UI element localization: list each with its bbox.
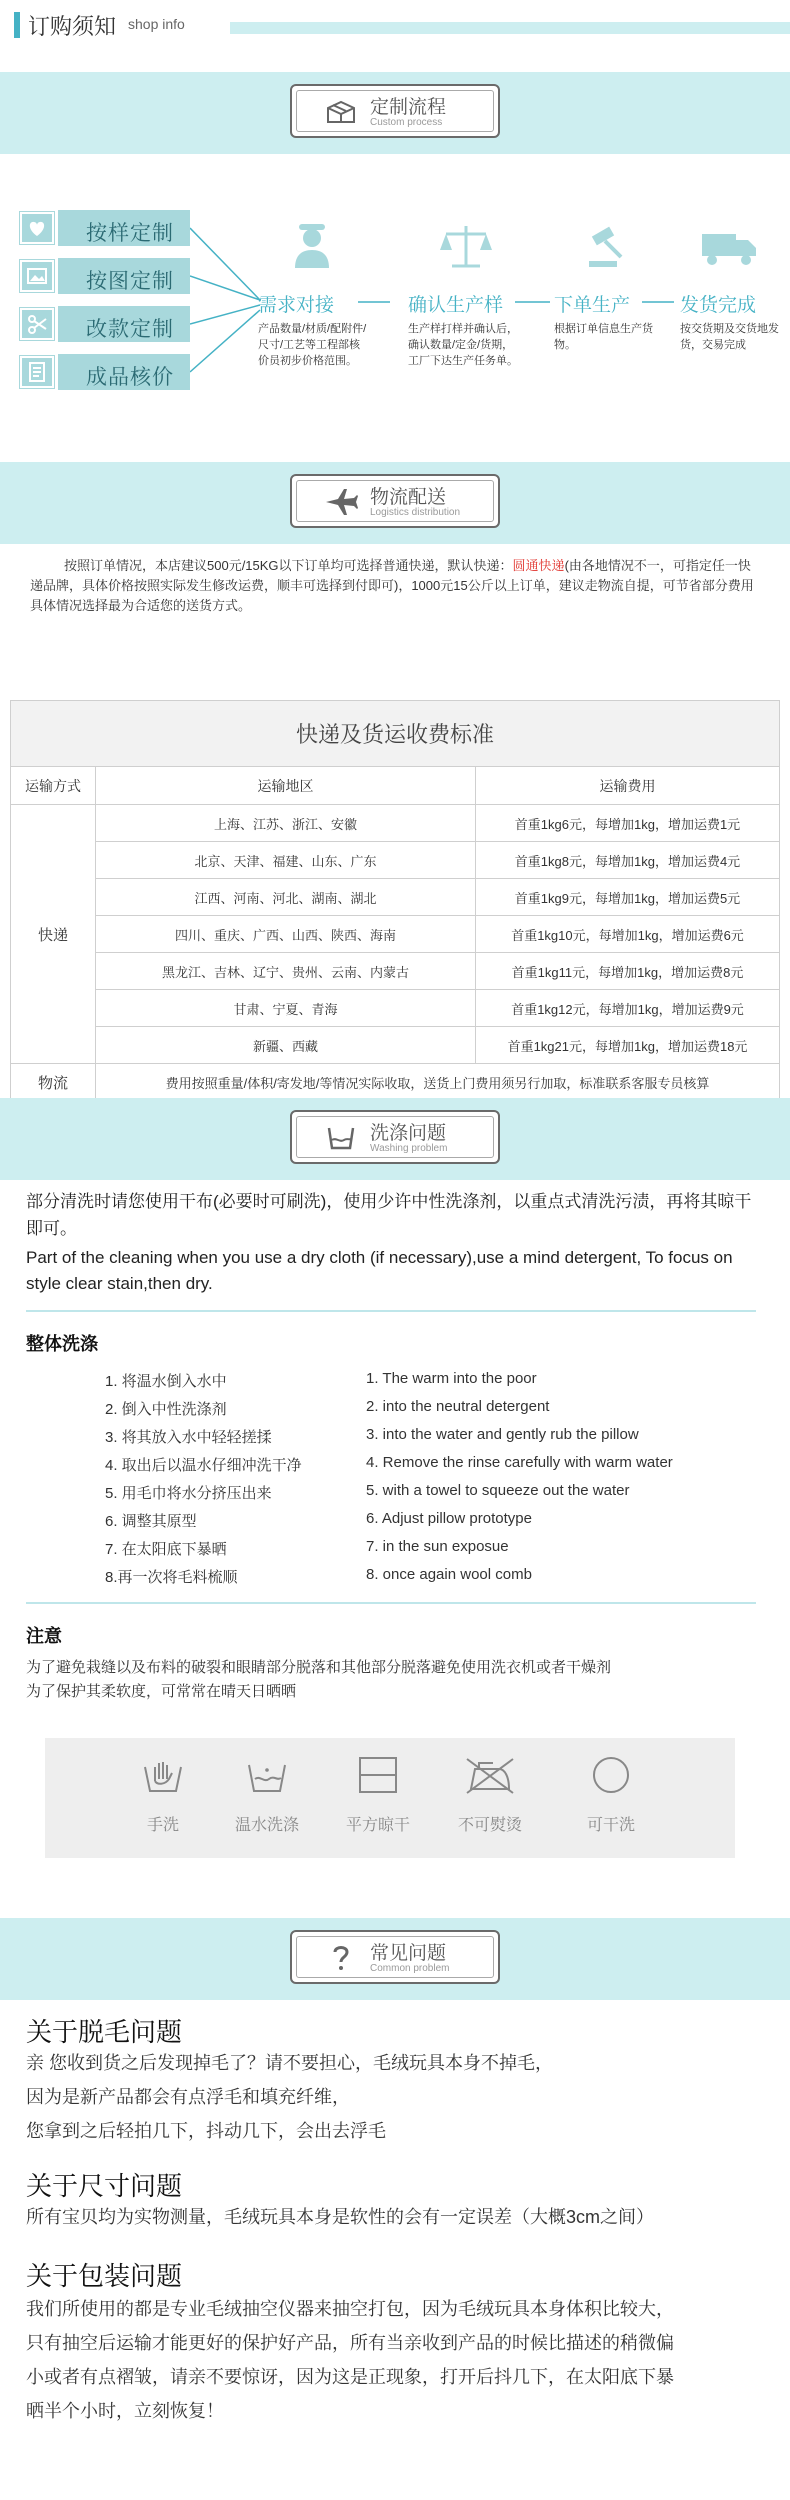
wash-step-cn: 6. 调整其原型 — [105, 1513, 197, 1530]
faq-title: 关于包装问题 — [26, 2261, 183, 2291]
care-no-iron — [450, 1755, 530, 1835]
header-marker — [14, 12, 20, 38]
custom-section-label — [290, 84, 500, 138]
fee-cell: 首重1kg11元，每增加1kg，增加运费8元 — [476, 953, 780, 990]
question-icon — [324, 1942, 358, 1972]
faq-section-label — [290, 1930, 500, 1984]
heart-icon — [22, 214, 52, 242]
step-desc: 产品数量/材质/配附件/尺寸/工艺等工程部核价员初步价格范围。 — [258, 323, 367, 367]
step-title: 确认生产样 — [408, 295, 504, 316]
option-image — [20, 258, 190, 294]
no-iron-icon — [465, 1755, 515, 1795]
care-flat-dry — [338, 1755, 418, 1835]
region-cell: 甘肃、宁夏、青海 — [96, 990, 476, 1027]
region-cell: 上海、江苏、浙江、安徽 — [96, 805, 476, 842]
fee-cell: 首重1kg10元，每增加1kg，增加运费6元 — [476, 916, 780, 953]
faq-body — [26, 2200, 776, 2234]
option-sample — [20, 210, 190, 246]
region-cell: 新疆、西藏 — [96, 1027, 476, 1064]
process-step — [554, 290, 654, 353]
region-cell: 四川、重庆、广西、山西、陕西、海南 — [96, 916, 476, 953]
col-method: 运输方式 — [11, 767, 96, 805]
picture-icon — [22, 262, 52, 290]
faq-line: 晒半个小时，立刻恢复！ — [26, 2401, 224, 2421]
washing-label-cn: 洗涤问题 — [370, 1123, 447, 1144]
divider — [26, 1602, 756, 1604]
support-agent-icon — [285, 222, 339, 270]
table-row — [11, 1027, 780, 1064]
table-row — [11, 953, 780, 990]
warm-wash-icon — [245, 1755, 289, 1795]
option-price — [20, 354, 190, 390]
faq-line: 小或者有点褶皱，请亲不要惊讶，因为这是正现象，打开后抖几下，在太阳底下暴 — [26, 2367, 674, 2387]
region-cell: 江西、河南、河北、湖南、湖北 — [96, 879, 476, 916]
logistics-section-label — [290, 474, 500, 528]
process-step — [258, 290, 368, 369]
custom-label-en: Custom process — [370, 117, 443, 128]
scale-icon — [438, 222, 494, 272]
divider — [26, 1310, 756, 1312]
care-dry-clean — [571, 1755, 651, 1835]
col-region: 运输地区 — [96, 767, 476, 805]
truck-icon — [700, 228, 760, 268]
table-row — [11, 1064, 780, 1101]
fee-cell: 首重1kg12元，每增加1kg，增加运费9元 — [476, 990, 780, 1027]
step-title: 发货完成 — [680, 295, 757, 316]
wash-step-en: 7. in the sun exposue — [366, 1538, 509, 1555]
step-title: 需求对接 — [258, 295, 335, 316]
fee-cell: 首重1kg6元，每增加1kg，增加运费1元 — [476, 805, 780, 842]
logistics-label-cn: 物流配送 — [370, 487, 447, 508]
notice-title: 注意 — [26, 1626, 62, 1646]
faq-line: 只有抽空后运输才能更好的保护好产品，所有当亲收到产品的时候比描述的稍微偏 — [26, 2333, 674, 2353]
header-subtitle: shop info — [128, 16, 185, 32]
dry-clean-icon — [589, 1755, 633, 1795]
step-desc: 根据订单信息生产货物。 — [554, 323, 653, 351]
care-label: 手洗 — [146, 1817, 179, 1834]
wash-step-cn: 7. 在太阳底下暴晒 — [105, 1541, 227, 1558]
faq-body — [26, 2292, 776, 2428]
care-label: 可干洗 — [586, 1817, 635, 1834]
washing-label-en: Washing problem — [370, 1143, 448, 1154]
notice-line: 为了保护其柔软度，可常常在晴天日晒晒 — [26, 1683, 297, 1700]
option-label: 按图定制 — [86, 270, 174, 293]
option-label: 按样定制 — [86, 222, 174, 245]
care-label: 温水洗涤 — [234, 1817, 299, 1834]
table-row — [11, 879, 780, 916]
faq-line: 亲 您收到货之后发现掉毛了？请不要担心，毛绒玩具本身不掉毛， — [26, 2053, 553, 2073]
washing-intro-cn: 部分清洗时请您使用干布(必要时可刷洗)，使用少许中性洗涤剂，以重点式清洗污渍，再将其晾干即可。 — [26, 1192, 752, 1238]
wash-step-cn: 1. 将温水倒入水中 — [105, 1373, 227, 1390]
process-step — [680, 290, 780, 353]
table-row — [11, 916, 780, 953]
box-icon — [324, 96, 358, 126]
process-step — [408, 290, 518, 369]
hand-wash-icon — [141, 1755, 185, 1795]
shipping-fee-table — [10, 700, 780, 1101]
step-desc: 生产样打样并确认后，确认数量/定金/货期，工厂下达生产任务单。 — [408, 323, 518, 367]
header-title: 订购须知 — [28, 14, 117, 39]
logistics-note: 按照订单情况，本店建议500元/15KG以下订单均可选择普通快递，默认快递：圆通快递(由各地情况不一，可指定任一快递品牌，具体价格按照实际发生修改运费，顺丰可选择到付即可)，1000元15公斤以上订单，建议走物流自提，可节省部分费用具体情况选择最为合适您的送货方式。 — [30, 558, 754, 613]
faq-title: 关于脱毛问题 — [26, 2017, 183, 2047]
option-label: 成品核价 — [86, 366, 174, 389]
table-title: 快递及货运收费标准 — [11, 701, 780, 767]
gavel-icon — [585, 225, 635, 269]
col-fee: 运输费用 — [476, 767, 780, 805]
faq-label-cn: 常见问题 — [370, 1943, 447, 1964]
wash-step-en: 1. The warm into the poor — [366, 1370, 537, 1387]
flat-dry-icon — [356, 1755, 400, 1795]
faq-line: 我们所使用的都是专业毛绒抽空仪器来抽空打包，因为毛绒玩具本身体积比较大， — [26, 2299, 674, 2319]
faq-label-en: Common problem — [370, 1963, 450, 1974]
faq-line: 您拿到之后轻拍几下，抖动几下，会出去浮毛 — [26, 2121, 386, 2141]
freight-label: 物流 — [11, 1064, 96, 1101]
logistics-label-en: Logistics distribution — [370, 507, 461, 518]
scissors-icon — [22, 310, 52, 338]
freight-text: 费用按照重量/体积/寄发地/等情况实际收取，送货上门费用须另行加取，标准联系客服专员核算 — [96, 1064, 780, 1101]
fee-cell: 首重1kg9元，每增加1kg，增加运费5元 — [476, 879, 780, 916]
custom-label-cn: 定制流程 — [370, 97, 447, 118]
faq-line: 因为是新产品都会有点浮毛和填充纤维， — [26, 2087, 350, 2107]
region-cell: 北京、天津、福建、山东、广东 — [96, 842, 476, 879]
faq-body — [26, 2046, 776, 2148]
fee-cell: 首重1kg8元，每增加1kg，增加运费4元 — [476, 842, 780, 879]
care-label: 不可熨烫 — [457, 1817, 522, 1834]
airplane-icon — [324, 486, 358, 516]
option-label: 改款定制 — [86, 318, 174, 341]
fee-cell: 首重1kg21元，每增加1kg，增加运费18元 — [476, 1027, 780, 1064]
wash-step-cn: 8.再一次将毛料梳顺 — [105, 1569, 238, 1586]
wash-step-en: 5. with a towel to squeeze out the water — [366, 1482, 630, 1499]
wash-basin-icon — [324, 1122, 358, 1152]
express-label: 快递 — [11, 805, 96, 1064]
wash-step-en: 3. into the water and gently rub the pillow — [366, 1426, 639, 1443]
table-row — [11, 990, 780, 1027]
wash-step-cn: 5. 用毛巾将水分挤压出来 — [105, 1485, 272, 1502]
table-row — [11, 805, 780, 842]
washing-section-label — [290, 1110, 500, 1164]
wash-step-cn: 4. 取出后以温水仔细冲洗干净 — [105, 1457, 302, 1474]
washing-intro-en: Part of the cleaning when you use a dry cloth (if necessary),use a mind detergent, To focus on style clear stain,then dry. — [26, 1248, 733, 1293]
wash-step-cn: 2. 倒入中性洗涤剂 — [105, 1401, 227, 1418]
table-row — [11, 842, 780, 879]
care-hand-wash — [123, 1755, 203, 1835]
step-title: 下单生产 — [554, 295, 631, 316]
faq-title: 关于尺寸问题 — [26, 2171, 183, 2201]
default-courier: 圆通快递 — [512, 558, 565, 573]
overall-wash-title: 整体洗涤 — [26, 1334, 98, 1354]
option-modify — [20, 306, 190, 342]
wash-step-en: 6. Adjust pillow prototype — [366, 1510, 532, 1527]
region-cell: 黑龙江、吉林、辽宁、贵州、云南、内蒙古 — [96, 953, 476, 990]
step-desc: 按交货期及交货地发货，交易完成 — [680, 323, 779, 351]
care-warm-wash — [227, 1755, 307, 1835]
faq-line: 所有宝贝均为实物测量，毛绒玩具本身是软性的会有一定误差（大概3cm之间） — [26, 2207, 655, 2227]
wash-step-cn: 3. 将其放入水中轻轻搓揉 — [105, 1429, 272, 1446]
document-icon — [22, 358, 52, 386]
wash-step-en: 2. into the neutral detergent — [366, 1398, 550, 1415]
wash-step-en: 8. once again wool comb — [366, 1566, 532, 1583]
notice-line: 为了避免栽缝以及布料的破裂和眼睛部分脱落和其他部分脱落避免使用洗衣机或者干燥剂 — [26, 1659, 612, 1676]
care-label: 平方晾干 — [345, 1817, 410, 1834]
wash-step-en: 4. Remove the rinse carefully with warm water — [366, 1454, 673, 1471]
